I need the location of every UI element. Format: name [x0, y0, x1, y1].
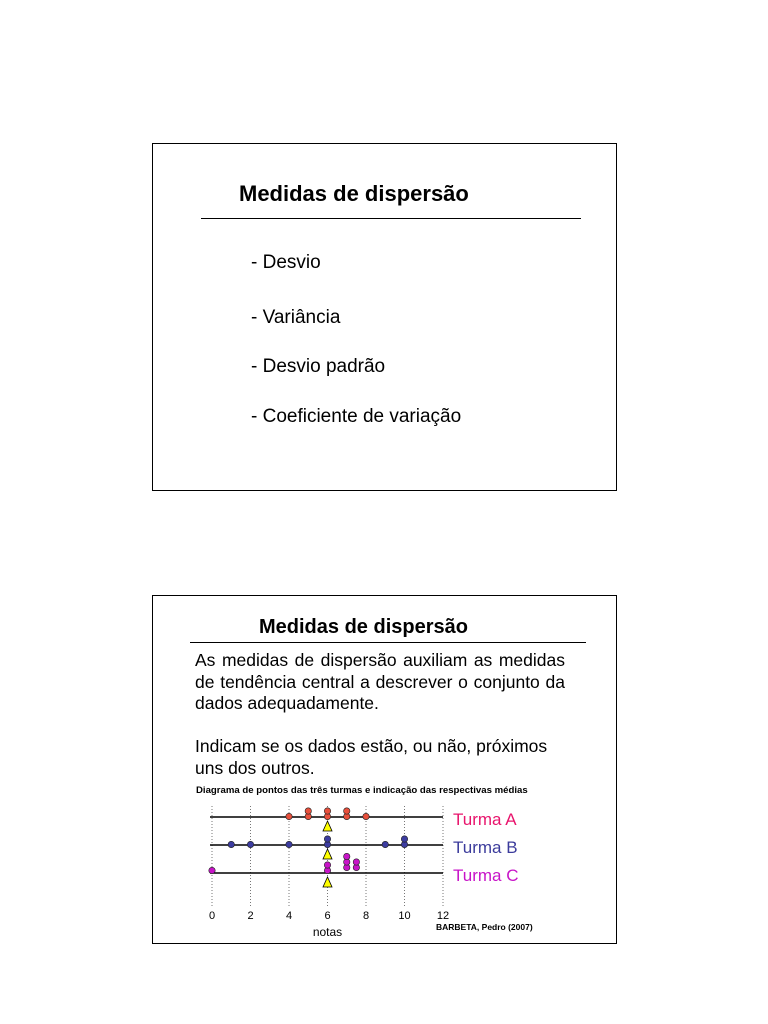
mean-marker	[323, 849, 332, 859]
x-tick-label: 4	[285, 910, 293, 922]
x-tick-label: 8	[362, 910, 370, 922]
data-point	[401, 836, 407, 842]
chart-caption: Diagrama de pontos das três turmas e indicação das respectivas médias	[196, 785, 528, 796]
data-point	[247, 841, 253, 847]
data-point	[286, 813, 292, 819]
data-point	[324, 836, 330, 842]
mean-marker	[323, 821, 332, 831]
bullet-item: - Desvio	[251, 252, 321, 273]
source-credit: BARBETA, Pedro (2007)	[436, 922, 533, 932]
title-divider	[201, 218, 581, 219]
slide-title: Medidas de dispersão	[259, 616, 468, 638]
data-point	[305, 808, 311, 814]
slide-2	[152, 595, 617, 944]
legend-label: Turma A	[453, 810, 517, 829]
x-tick-label: 2	[247, 910, 254, 922]
data-point	[324, 808, 330, 814]
bullet-item: - Coeficiente de variação	[251, 406, 462, 427]
x-tick-label: 12	[436, 910, 450, 922]
x-tick-label: 0	[208, 910, 216, 922]
data-point	[286, 841, 292, 847]
data-point	[209, 867, 215, 873]
bullet-item: - Variância	[251, 307, 341, 328]
paragraph-2: Indicam se os dados estão, ou não, próximos uns dos outros.	[195, 736, 548, 778]
x-tick-label: 10	[398, 910, 411, 922]
mean-marker	[323, 877, 332, 887]
slide-1	[152, 143, 617, 491]
data-point	[344, 808, 350, 814]
data-point	[228, 841, 234, 847]
data-point	[363, 813, 369, 819]
legend-label: Turma B	[453, 838, 518, 857]
paragraph-1: As medidas de dispersão auxiliam as medidas de tendência central a descrever o conjunto da dados adequadamente.	[195, 650, 565, 713]
slide-title: Medidas de dispersão	[239, 181, 469, 206]
x-axis-label: notas	[312, 925, 343, 939]
data-point	[382, 841, 388, 847]
data-point	[353, 859, 359, 865]
dot-plot-chart	[153, 596, 618, 945]
data-point	[324, 862, 330, 868]
bullet-item: - Desvio padrão	[251, 356, 386, 377]
x-tick-label: 6	[324, 910, 331, 922]
data-point	[344, 853, 350, 859]
legend-label: Turma C	[453, 866, 519, 885]
